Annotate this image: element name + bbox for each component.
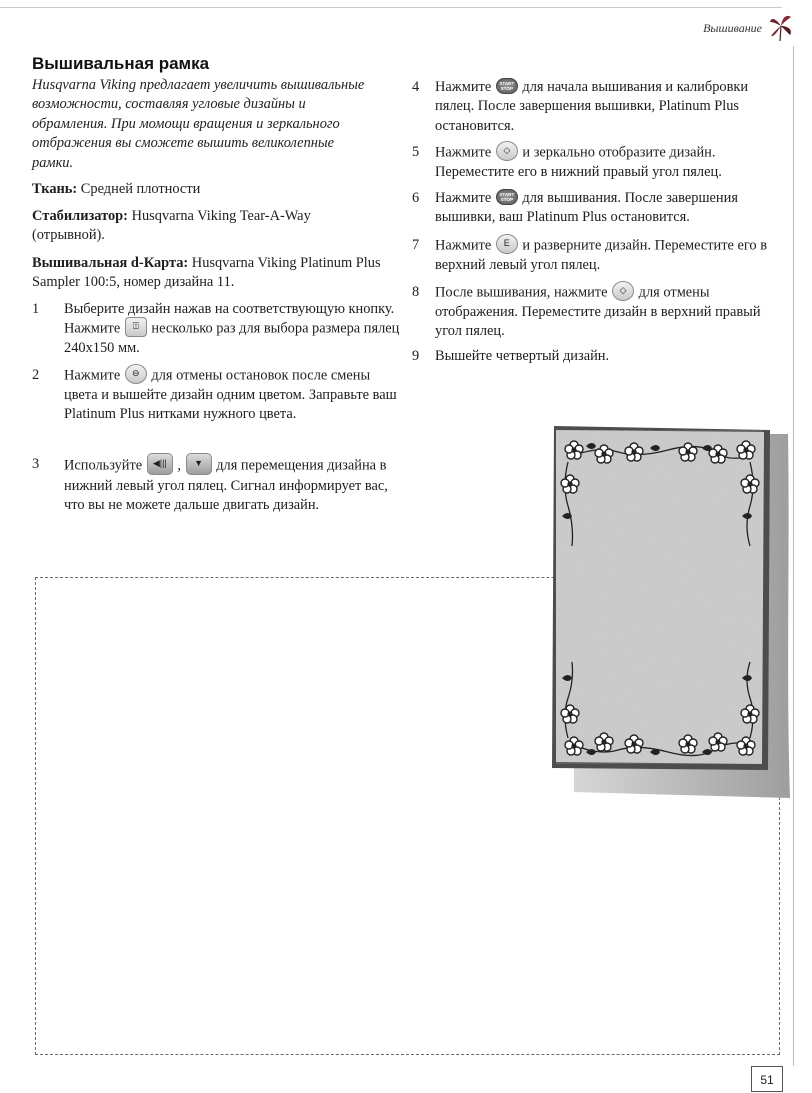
step-text-b: несколько раз для выбора размера пялец 240x150 мм. (64, 320, 400, 357)
step-number: 7 (412, 237, 420, 253)
step-text-a: После вышивания, нажмите (435, 284, 612, 301)
step-number: 9 (412, 348, 420, 364)
flower-icon (768, 12, 794, 42)
embroidery-frame-illustration (538, 416, 792, 798)
step-text-b: и разверните дизайн. Переместите его в верхний левый угол пялец. (435, 237, 768, 273)
header-rule (0, 7, 782, 8)
step-text-a: Используйте (64, 457, 146, 474)
step-text (435, 236, 785, 275)
stabilizer-label: Стабилизатор: (32, 208, 128, 224)
step-text (64, 455, 402, 516)
step-text (435, 78, 785, 136)
start-label: START (499, 80, 515, 86)
start-stop-icon (496, 189, 518, 205)
page-title: Вышивальная рамка (32, 54, 210, 73)
card-label: Вышивальная d-Карта: (32, 255, 189, 271)
rotate-icon: E (496, 234, 518, 254)
step-text-a: Нажмите (435, 79, 495, 95)
step-number: 8 (412, 284, 420, 300)
step-text-b: для отмены отображения. Переместите дизайн в верхний правый угол пялец. (435, 284, 761, 340)
step-text (64, 300, 402, 359)
step-text (435, 189, 785, 228)
step-number: 5 (412, 144, 420, 160)
color-stop-icon: ⊖ (125, 364, 147, 384)
step-text-b: и зеркально отобразите дизайн. Переместите его в нижний правый угол пялец. (435, 144, 722, 180)
step-text (64, 366, 402, 425)
intro-paragraph: Husqvarna Viking предлагает увеличить вышивальные возможности, составляя угловые дизайны и обрамления. При момощи вращения и зеркального отбражения вы сможете вышить великолепные рамки. (32, 77, 365, 171)
fabric-info (32, 180, 402, 199)
move-left-icon: ◀||| (147, 453, 173, 475)
step-separator: , (173, 457, 185, 474)
mirror-icon: ◇ (496, 141, 518, 161)
step-number: 6 (412, 190, 420, 206)
start-label: START (499, 191, 515, 197)
step-text (435, 283, 785, 342)
step-text (435, 143, 785, 182)
step-text-b: для начала вышивания и калибровки пялец. После завершения вышивки, Platinum Plus остановится. (435, 79, 749, 134)
card-value: Husqvarna Viking Platinum Plus Sampler 100:5, номер дизайна 11. (32, 255, 381, 291)
step-text-a: Нажмите (435, 190, 495, 206)
step-text (435, 347, 785, 366)
margin-line (793, 46, 794, 1066)
card-info (32, 254, 402, 293)
stabilizer-value: Husqvarna Viking Tear-A-Way (отрывной). (32, 208, 311, 244)
fabric-label: Ткань: (32, 181, 78, 197)
move-down-icon: ▼ (186, 453, 212, 475)
step-number: 1 (32, 301, 40, 317)
step-text-b: для вышивания. После завершения вышивки, ваш Platinum Plus остановится. (435, 190, 738, 226)
step-text-a: Нажмите (435, 144, 495, 161)
mirror-icon: ◇ (612, 281, 634, 301)
step-text-a: Вышейте четвертый дизайн. (435, 348, 610, 364)
hoop-size-icon: ⍐ (125, 317, 147, 337)
step-number: 3 (32, 456, 40, 472)
step-text-b: для перемещения дизайна в нижний левый угол пялец. Сигнал информирует вас, что вы не можете дальше двигать дизайн. (64, 457, 388, 514)
step-number: 2 (32, 367, 40, 383)
step-text-a: Нажмите (64, 367, 124, 384)
stabilizer-info (32, 207, 372, 246)
step-text-a: Выберите дизайн нажав на соответствующую кнопку. Нажмите (64, 301, 395, 337)
start-stop-icon (496, 78, 518, 94)
stop-label: STOP (500, 85, 514, 91)
stop-label: STOP (500, 196, 514, 202)
step-number: 4 (412, 79, 420, 95)
step-text-b: для отмены остановок после смены цвета и вышейте дизайн одним цветом. Заправьте ваш Platinum Plus нитками нужного цвета. (64, 367, 397, 423)
page-number: 51 (751, 1066, 783, 1092)
section-title: Вышивание (703, 21, 762, 35)
fabric-value: Средней плотности (77, 181, 201, 197)
step-text-a: Нажмите (435, 237, 495, 254)
